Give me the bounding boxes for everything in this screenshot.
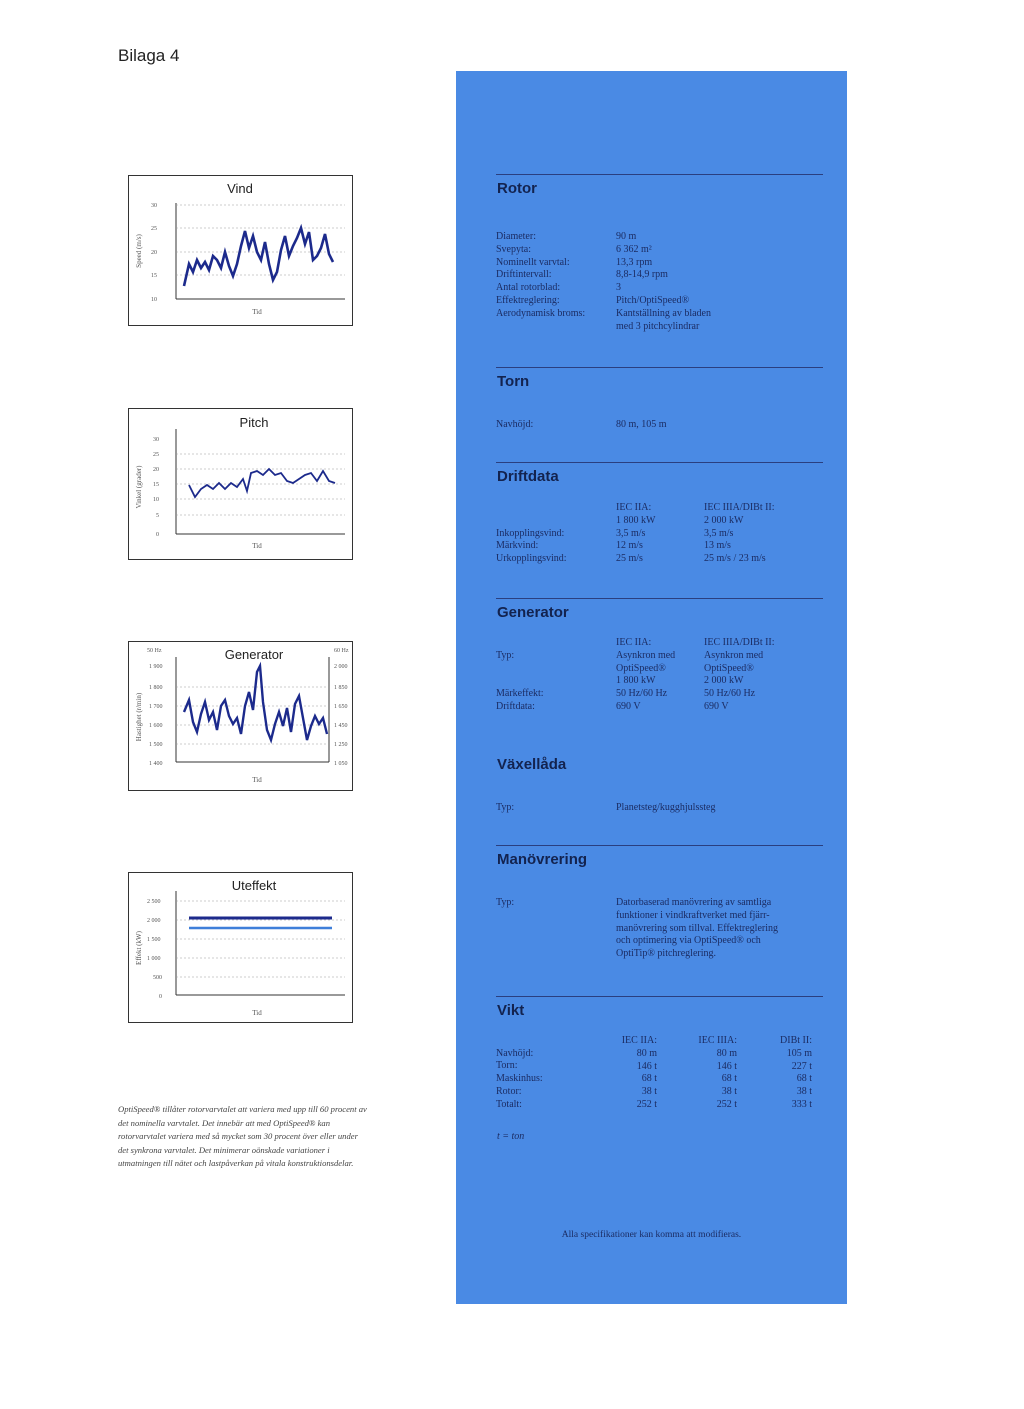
- driftdata-col-sub: 1 800 kW: [616, 514, 656, 526]
- driftdata-label: Märkvind:: [496, 540, 539, 552]
- footer-disclaimer: Alla specifikationer kan komma att modifieras.: [561, 1230, 742, 1240]
- generator-series-line: [184, 666, 327, 740]
- manovrering-line: funktioner i vindkraftverket med fjärr-: [616, 909, 770, 921]
- generator-ytick-right: 60 Hz: [334, 648, 349, 654]
- vind-ytick: 30: [151, 203, 157, 209]
- vikt-value: 68 t: [641, 1073, 657, 1085]
- vikt-value: 146 t: [716, 1060, 737, 1072]
- generator-value: 1 800 kW: [616, 675, 656, 687]
- generator-ytick-left: 1 400: [149, 761, 163, 767]
- optispeed-note: OptiSpeed® tillåter rotorvarvtalet att variera med upp till 60 procent av det nominella varvtalet. Det innebär att med OptiSpeed® kan rotorvarvtalet variera med så mycket som 30 procent över eller under det synkrona varvtalet. Det minimerar oönskade variationer i utmatningen till nätet och lastpåverkan på vitala konstruktionsdelar.: [118, 1104, 367, 1168]
- rotor-value: 90 m: [616, 231, 637, 242]
- page-label: Bilaga 4: [118, 46, 180, 65]
- driftdata-labels: [496, 528, 567, 566]
- vaxellada-label: Typ:: [496, 802, 515, 813]
- generator-ytick-left: 1 800: [149, 685, 163, 691]
- torn-title: Torn: [497, 373, 530, 390]
- generator-value: Asynkron med: [704, 649, 764, 661]
- driftdata-label: Urkopplingsvind:: [496, 553, 567, 565]
- generator-ytick-left: 50 Hz: [147, 648, 162, 654]
- vind-ytick: 20: [151, 250, 157, 256]
- vikt-col-head: DIBt II:: [780, 1035, 812, 1046]
- uteffekt-ytick: 2 500: [147, 899, 161, 905]
- driftdata-col-b: [704, 502, 775, 566]
- pitch-chart-title: Pitch: [239, 415, 269, 430]
- manovrering-title: Manövrering: [497, 851, 588, 868]
- vikt-value: 333 t: [791, 1098, 812, 1110]
- uteffekt-ytick: 0: [159, 994, 162, 1000]
- pitch-ytick: 15: [153, 482, 159, 488]
- pitch-series-line: [189, 469, 335, 497]
- manovrering-line: OptiTip® pitchreglering.: [616, 948, 716, 960]
- vind-ytick: 15: [151, 273, 157, 279]
- vikt-label: Torn:: [496, 1060, 518, 1072]
- driftdata-value: 13 m/s: [704, 540, 731, 552]
- rotor-label: Effektreglering:: [496, 294, 560, 306]
- rotor-label: Driftintervall:: [496, 269, 552, 281]
- vikt-value: 227 t: [791, 1060, 812, 1072]
- driftdata-value: 12 m/s: [616, 540, 643, 552]
- vind-gridlines: [176, 205, 345, 275]
- manovrering-line: och optimering via OptiSpeed® och: [616, 935, 761, 947]
- driftdata-col-head: IEC IIA:: [616, 502, 652, 513]
- rotor-label: Nominellt varvtal:: [496, 256, 570, 268]
- generator-value: OptiSpeed®: [704, 662, 754, 674]
- generator-ytick-left: 1 500: [149, 742, 163, 748]
- uteffekt-ytick: 1 000: [147, 956, 161, 962]
- uteffekt-chart: [128, 872, 353, 1023]
- generator-ytick-left: 1 700: [149, 704, 163, 710]
- driftdata-col-a: [616, 502, 655, 566]
- torn-value: 80 m, 105 m: [616, 419, 667, 430]
- generator-ytick-right: 1 650: [334, 704, 348, 710]
- generator-value: 50 Hz/60 Hz: [704, 688, 756, 700]
- pitch-ytick: 20: [153, 467, 159, 473]
- pitch-ytick: 30: [153, 437, 159, 443]
- rotor-value: med 3 pitchcylindrar: [616, 320, 700, 332]
- pitch-ytick: 5: [156, 513, 159, 519]
- rotor-value: Kantställning av bladen: [616, 307, 711, 319]
- vind-chart: [128, 175, 353, 326]
- vind-ytick: 25: [151, 226, 157, 232]
- vikt-value: 68 t: [721, 1073, 737, 1085]
- generator-x-label: Tid: [252, 776, 262, 784]
- vikt-rule: [496, 996, 823, 997]
- pitch-y-label: Vinkel (grader): [135, 465, 143, 509]
- rotor-labels: [496, 231, 585, 321]
- rotor-value: 6 362 m²: [616, 243, 652, 255]
- rotor-value: 3: [616, 282, 621, 294]
- driftdata-value: 25 m/s / 23 m/s: [704, 553, 766, 565]
- generator-chart-svg: [129, 642, 352, 790]
- vikt-footnote: t = ton: [497, 1131, 525, 1142]
- vikt-label: Totalt:: [496, 1098, 522, 1110]
- pitch-ytick: 25: [153, 452, 159, 458]
- manovrering-text: [616, 897, 778, 961]
- generator-label: Driftdata:: [496, 701, 535, 713]
- uteffekt-ytick: 1 500: [147, 937, 161, 943]
- driftdata-rule: [496, 462, 823, 463]
- generator-label: Märkeffekt:: [496, 688, 544, 700]
- generator-col-head: IEC IIIA/DIBt II:: [704, 637, 775, 648]
- vikt-value: 80 m: [716, 1047, 737, 1059]
- generator-ytick-right: 1 050: [334, 761, 348, 767]
- pitch-ytick: 0: [156, 532, 159, 538]
- vikt-value: 38 t: [641, 1086, 657, 1098]
- generator-ytick-right: 1 250: [334, 742, 348, 748]
- vikt-value: 80 m: [636, 1047, 657, 1059]
- manovrering-line: manövrering som tillval. Effektreglering: [616, 922, 778, 934]
- pitch-gridlines: [176, 454, 345, 515]
- uteffekt-chart-svg: [129, 873, 352, 1022]
- pitch-ytick: 10: [153, 497, 159, 503]
- pitch-chart: [128, 408, 353, 560]
- vind-x-label: Tid: [252, 308, 262, 316]
- rotor-label: Aerodynamisk broms:: [496, 307, 586, 319]
- driftdata-title: Driftdata: [497, 468, 559, 485]
- generator-labels: [496, 650, 544, 714]
- manovrering-line: Datorbaserad manövrering av samtliga: [616, 897, 772, 908]
- vikt-col-b: [680, 1035, 737, 1112]
- generator-label: Typ:: [496, 650, 515, 661]
- generator-title: Generator: [497, 604, 569, 621]
- generator-ytick-right: 1 850: [334, 685, 348, 691]
- rotor-values: [616, 231, 711, 333]
- vikt-value: 105 m: [786, 1047, 812, 1059]
- vikt-value: 252 t: [716, 1098, 737, 1110]
- vaxellada-title: Växellåda: [497, 756, 567, 773]
- vikt-value: 68 t: [796, 1073, 812, 1085]
- vikt-col-head: IEC IIA:: [621, 1035, 657, 1046]
- uteffekt-chart-title: Uteffekt: [231, 878, 277, 893]
- uteffekt-gridlines: [176, 901, 345, 977]
- generator-value: 50 Hz/60 Hz: [616, 688, 668, 700]
- generator-value: 690 V: [616, 700, 641, 712]
- torn-label: Navhöjd:: [496, 419, 534, 430]
- vikt-value: 38 t: [796, 1086, 812, 1098]
- generator-chart: [128, 641, 353, 791]
- generator-ytick-right: 1 450: [334, 723, 348, 729]
- vind-chart-title: Vind: [227, 181, 253, 196]
- torn-rule: [496, 367, 823, 368]
- driftdata-col-sub: 2 000 kW: [704, 514, 744, 526]
- generator-col-head: IEC IIA:: [616, 637, 652, 648]
- rotor-label: Svepyta:: [496, 243, 531, 255]
- vikt-labels: [496, 1048, 543, 1112]
- uteffekt-ytick: 2 000: [147, 918, 161, 924]
- vind-series-line: [184, 228, 333, 286]
- vind-ytick: 10: [151, 297, 157, 303]
- manovrering-label: Typ:: [496, 897, 515, 908]
- generator-value: 2 000 kW: [704, 675, 744, 687]
- uteffekt-x-label: Tid: [252, 1009, 262, 1017]
- generator-col-a: [616, 637, 675, 714]
- vikt-value: 146 t: [636, 1060, 657, 1072]
- rotor-label: Antal rotorblad:: [496, 282, 561, 294]
- vikt-col-a: [600, 1035, 657, 1112]
- vikt-value: 252 t: [636, 1098, 657, 1110]
- vikt-value: 38 t: [721, 1086, 737, 1098]
- driftdata-value: 3,5 m/s: [704, 527, 734, 539]
- rotor-title: Rotor: [497, 180, 537, 197]
- generator-ytick-left: 1 900: [149, 664, 163, 670]
- vaxellada-value: Planetsteg/kugghjulssteg: [616, 802, 716, 813]
- uteffekt-ytick: 500: [153, 975, 162, 981]
- generator-rule: [496, 598, 823, 599]
- rotor-label: Diameter:: [496, 231, 536, 242]
- vikt-title: Vikt: [497, 1002, 525, 1019]
- vikt-col-c: [755, 1035, 812, 1112]
- uteffekt-y-label: Effekt (kW): [135, 931, 143, 965]
- rotor-rule: [496, 174, 823, 175]
- generator-col-b: [704, 637, 775, 714]
- vikt-label: Rotor:: [496, 1085, 522, 1097]
- vind-y-label: Speed (m/s): [135, 234, 143, 268]
- vind-chart-svg: [129, 176, 352, 325]
- generator-chart-title: Generator: [224, 647, 284, 662]
- generator-value: Asynkron med: [616, 649, 676, 661]
- driftdata-value: 25 m/s: [616, 553, 643, 565]
- generator-value: 690 V: [704, 700, 729, 712]
- pitch-x-label: Tid: [252, 542, 262, 550]
- manovrering-rule: [496, 845, 823, 846]
- driftdata-label: Inkopplingsvind:: [496, 527, 565, 539]
- driftdata-col-head: IEC IIIA/DIBt II:: [704, 502, 775, 513]
- generator-ytick-right: 2 000: [334, 664, 348, 670]
- rotor-value: Pitch/OptiSpeed®: [616, 294, 690, 306]
- generator-ytick-left: 1 600: [149, 723, 163, 729]
- vikt-label: Maskinhus:: [496, 1073, 543, 1085]
- rotor-value: 8,8-14,9 rpm: [616, 269, 668, 281]
- vikt-col-head: IEC IIIA:: [698, 1035, 737, 1046]
- driftdata-value: 3,5 m/s: [616, 527, 646, 539]
- vikt-label: Navhöjd:: [496, 1047, 534, 1059]
- pitch-chart-svg: [129, 409, 352, 559]
- generator-value: OptiSpeed®: [616, 662, 666, 674]
- generator-y-label: Hastighet (r/min): [135, 692, 143, 742]
- rotor-value: 13,3 rpm: [616, 256, 653, 268]
